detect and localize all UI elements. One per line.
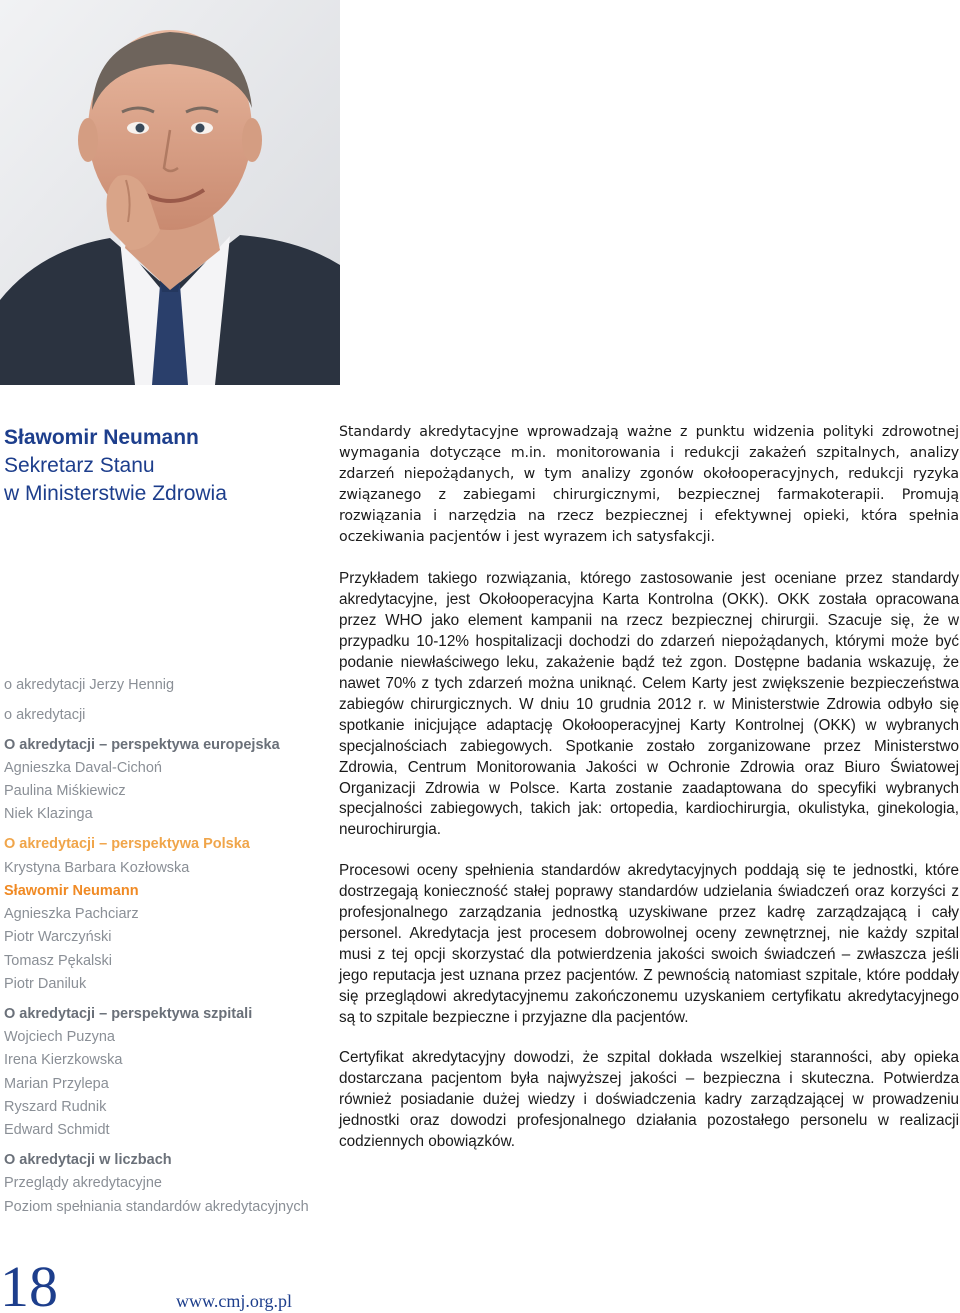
toc-item[interactable]: Poziom spełniania standardów akredytacyjnych [4,1198,309,1215]
article-paragraph-4: Certyfikat akredytacyjny dowodzi, że szpital dokłada wszelkiej staranności, aby opieka dostarczana pacjentom była najwyższej jakości – bezpieczna i skuteczna. Potwierdza również posiadanie dużej wiedzy i doświadczenia kadry zarządzającej w prowadzeniu jednostki oraz dowodzi profesjonalnego działania pozostałego personelu w realizacji codziennych obowiązków. [339,1049,959,1151]
table-of-contents [4,674,324,1219]
toc-section-heading[interactable]: O akredytacji – perspektywa Polska [4,836,250,853]
toc-item[interactable]: Ryszard Rudnik [4,1099,107,1116]
toc-section-heading[interactable]: O akredytacji w liczbach [4,1152,172,1169]
author-role-line-1: Sekretarz Stanu [4,454,155,477]
article-paragraph-2: Przykładem takiego rozwiązania, którego zastosowanie jest oceniane przez standardy akredytacyjne, jest Okołooperacyjna Karta Kontrolna (OKK). OKK została opracowana przez WHO jako element kampanii na rzecz bezpiecznej chirurgii. Szacuje się, że w przypadku 10-12% hospitalizacji dochodzi do zdarzeń niepożądanych, którymi może być podanie niewłaściwego leku, zakażenie bądź też zgon. Dostępne badania wskazuję, że nawet 70% z tych zdarzeń można uniknąć. Celem Karty jest zwiększenie bezpieczeństwa zabiegów chirurgicznych. W dniu 10 grudnia 2012 r. w Ministerstwie Zdrowia odbyło się spotkanie inicjujące adaptację Okołooperacyjnej Karty Kontrolnej (OKK) w wybranych specjalnościach zabiegowych. Spotkanie zostało zorganizowane przez Ministerstwo Zdrowia, Centrum Monitorowania Jakości w Ochronie Zdrowia oraz Biuro Światowej Organizacji Zdrowia w Polsce. Karta zostanie zaadaptowana do specyfiki wybranych specjalności zabiegowych, takich jak: ortopedia, kardiochirurgia, okulistyka, ginekologia, neurochirurgia. [339,570,959,839]
author-block [4,424,324,508]
toc-item[interactable]: Paulina Miśkiewicz [4,783,126,800]
toc-item[interactable]: Irena Kierzkowska [4,1052,123,1069]
toc-item[interactable]: o akredytacji [4,706,86,723]
toc-item[interactable]: Agnieszka Pachciarz [4,906,139,923]
toc-item-current[interactable]: Sławomir Neumann [4,882,139,899]
page-number: 18 [0,1254,58,1313]
toc-item[interactable]: Niek Klazinga [4,806,93,823]
toc-item[interactable]: Agnieszka Daval-Cichoń [4,759,162,776]
toc-item[interactable]: Przeglądy akredytacyjne [4,1175,162,1192]
toc-item[interactable]: Piotr Warczyński [4,929,112,946]
toc-item[interactable]: Tomasz Pękalski [4,952,112,969]
toc-item[interactable]: Edward Schmidt [4,1122,110,1139]
website-link[interactable]: www.cmj.org.pl [176,1291,292,1311]
author-portrait [0,0,340,385]
toc-item[interactable]: Wojciech Puzyna [4,1029,115,1046]
toc-item[interactable]: o akredytacji Jerzy Hennig [4,677,175,693]
article-paragraph-1: Standardy akredytacyjne wprowadzają ważne z punktu widzenia polityki zdrowotnej wymagania dotyczące m.in. monitorowania i redukcji zakażeń szpitalnych, analizy zdarzeń niepożądanych, w tym analizy zgonów okołooperacyjnych, redukcji ryzyka związanego z zabiegami chirurgicznymi, bezpiecznej farmakoterapii. Promują rozwiązania i narzędzia na rzecz bezpiecznej i efektywnej opieki, która spełnia oczekiwania pacjentów i jest wyrazem ich satysfakcji. [339,424,959,545]
toc-section-heading[interactable]: O akredytacji – perspektywa szpitali [4,1005,253,1022]
author-role-line-2: w Ministerstwie Zdrowia [4,482,227,505]
article-body [339,422,959,1153]
toc-item[interactable]: Piotr Daniluk [4,976,87,993]
author-name: Sławomir Neumann [4,426,199,449]
toc-section-heading[interactable]: O akredytacji – perspektywa europejska [4,736,280,753]
toc-item[interactable]: Krystyna Barbara Kozłowska [4,859,190,876]
portrait-illustration [0,0,340,385]
toc-item[interactable]: Marian Przylepa [4,1075,109,1092]
article-paragraph-3: Procesowi oceny spełnienia standardów akredytacyjnych poddają się te jednostki, które dostrzegają konieczność stałej poprawy standardów udzielania świadczeń oraz korzyści z profesjonalnego zarządzania jednostką uzyskiwane przez kadrę zarządzającą i cały personel. Akredytacja jest procesem dobrowolnej oceny zewnętrznej, nie każdy szpital musi z tej opcji skorzystać dla potwierdzenia jakości swoich świadczeń – zwłaszcza jeśli jego reputacja jest uznana przez pacjentów. Z pewnością natomiast szpitale, które poddały się przeglądowi akredytacyjnemu zakończonemu uzyskaniem certyfikatu akredytacyjnego są to szpitale bezpieczne i przyjazne dla pacjentów. [339,862,959,1026]
